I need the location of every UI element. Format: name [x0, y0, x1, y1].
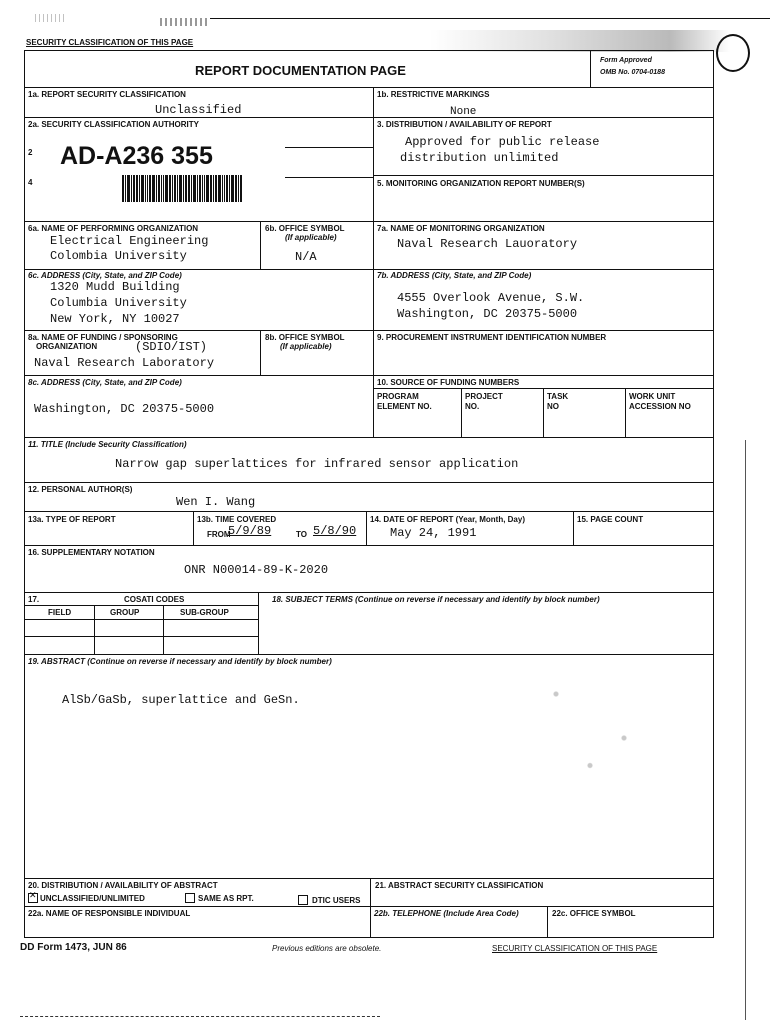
rule [24, 592, 714, 593]
rule [24, 906, 714, 907]
scan-noise-top [35, 14, 65, 22]
label-1a: 1a. REPORT SECURITY CLASSIFICATION [28, 90, 186, 99]
supplementary-notation: ONR N00014-89-K-2020 [184, 563, 329, 577]
option-unclassified: UNCLASSIFIED/UNLIMITED [40, 894, 145, 903]
label-4: 4 [28, 178, 33, 187]
rule [590, 50, 591, 87]
rule [94, 605, 95, 654]
col-task: TASK [547, 392, 569, 401]
cosati-group: GROUP [110, 608, 140, 617]
address-6c-line1: 1320 Mudd Building [50, 280, 180, 294]
performing-org-line1: Electrical Engineering [50, 234, 209, 248]
label-8b-sub: (If applicable) [280, 342, 332, 351]
label-11: 11. TITLE (Include Security Classification) [28, 440, 187, 449]
label-3: 3. DISTRIBUTION / AVAILABILITY OF REPORT [377, 120, 552, 129]
checkbox-dtic-users[interactable] [298, 895, 308, 905]
rule [625, 388, 626, 437]
funding-org: Naval Research Laboratory [34, 356, 215, 370]
checkbox-unclassified[interactable] [28, 893, 38, 903]
label-8c: 8c. ADDRESS (City, State, and ZIP Code) [28, 378, 182, 387]
rule [461, 388, 462, 437]
label-6a: 6a. NAME OF PERFORMING ORGANIZATION [28, 224, 199, 233]
label-14: 14. DATE OF REPORT (Year, Month, Day) [370, 515, 525, 524]
rule [543, 388, 544, 437]
label-21: 21. ABSTRACT SECURITY CLASSIFICATION [375, 881, 544, 890]
rule [24, 545, 714, 546]
form-approved: Form Approved [600, 57, 652, 64]
rule [24, 878, 714, 879]
time-covered-to: 5/8/90 [313, 524, 357, 538]
handwritten-mark [716, 34, 750, 72]
label-6c: 6c. ADDRESS (City, State, and ZIP Code) [28, 271, 182, 280]
distribution-line2: distribution unlimited [400, 151, 559, 165]
address-6c-line3: New York, NY 10027 [50, 312, 180, 326]
option-same-as-rpt: SAME AS RPT. [198, 894, 254, 903]
rule [163, 605, 164, 654]
label-5: 5. MONITORING ORGANIZATION REPORT NUMBER(S) [377, 179, 585, 188]
report-security-classification: Unclassified [155, 103, 242, 117]
option-dtic-users: DTIC USERS [312, 896, 361, 905]
label-7b: 7b. ADDRESS (City, State, and ZIP Code) [377, 271, 532, 280]
label-10: 10. SOURCE OF FUNDING NUMBERS [377, 378, 520, 387]
rule [193, 511, 194, 545]
address-8c: Washington, DC 20375-5000 [34, 402, 215, 416]
rule [24, 482, 714, 483]
rule [285, 147, 373, 148]
rule [24, 87, 714, 88]
office-symbol-6b: N/A [295, 250, 317, 264]
label-8b: 8b. OFFICE SYMBOL [265, 333, 345, 342]
monitoring-org: Naval Research Lauoratory [397, 237, 578, 251]
checkbox-same-as-rpt[interactable] [185, 893, 195, 903]
abstract-text: AlSb/GaSb, superlattice and GeSn. [62, 693, 300, 707]
label-19: 19. ABSTRACT (Continue on reverse if necessary and identify by block number) [28, 657, 332, 666]
rule [373, 175, 714, 176]
label-8a-org: ORGANIZATION [36, 342, 98, 351]
label-2a: 2a. SECURITY CLASSIFICATION AUTHORITY [28, 120, 199, 129]
label-17: 17. [28, 595, 40, 604]
label-6b: 6b. OFFICE SYMBOL [265, 224, 345, 233]
previous-editions-note: Previous editions are obsolete. [272, 944, 382, 953]
scan-smudge [430, 30, 730, 52]
rule [285, 177, 373, 178]
omb-number: OMB No. 0704-0188 [600, 69, 665, 76]
label-20: 20. DISTRIBUTION / AVAILABILITY OF ABSTRACT [28, 881, 218, 890]
label-13b: 13b. TIME COVERED [197, 515, 277, 524]
rule [573, 511, 574, 545]
rule [24, 437, 714, 438]
label-13a: 13a. TYPE OF REPORT [28, 515, 116, 524]
label-22c: 22c. OFFICE SYMBOL [552, 909, 636, 918]
rule [366, 511, 367, 545]
label-15: 15. PAGE COUNT [577, 515, 644, 524]
distribution-line1: Approved for public release [405, 135, 600, 149]
cosati-field: FIELD [48, 608, 72, 617]
label-1b: 1b. RESTRICTIVE MARKINGS [377, 90, 490, 99]
cosati-subgroup: SUB-GROUP [180, 608, 229, 617]
top-rule [210, 18, 770, 19]
scan-edge-line [745, 440, 746, 1020]
label-12: 12. PERSONAL AUTHOR(S) [28, 485, 133, 494]
rule [24, 269, 714, 270]
rule [24, 511, 714, 512]
label-16: 16. SUPPLEMENTARY NOTATION [28, 548, 155, 557]
col-program-l2: ELEMENT NO. [377, 402, 432, 411]
rule [258, 592, 259, 654]
rule [547, 906, 548, 938]
scan-dashes-bottom [20, 1016, 380, 1017]
label-2b: 2 [28, 148, 33, 157]
rule [24, 375, 714, 376]
rule [24, 330, 714, 331]
col-task-l2: NO [547, 402, 559, 411]
restrictive-markings: None [450, 106, 477, 118]
top-classification: SECURITY CLASSIFICATION OF THIS PAGE [26, 38, 194, 47]
scan-noise-top2 [160, 18, 208, 26]
col-project: PROJECT [465, 392, 503, 401]
ad-accession-number: AD-A236 355 [60, 142, 213, 170]
rule [373, 87, 374, 375]
address-7b-line2: Washington, DC 20375-5000 [397, 307, 578, 321]
rule [260, 221, 261, 269]
footer-classification: SECURITY CLASSIFICATION OF THIS PAGE [492, 944, 658, 953]
scan-marks-abstract [505, 672, 675, 782]
label-9: 9. PROCUREMENT INSTRUMENT IDENTIFICATION NUMBER [377, 333, 607, 342]
label-7a: 7a. NAME OF MONITORING ORGANIZATION [377, 224, 545, 233]
rule [24, 654, 714, 655]
rule [260, 330, 261, 375]
time-covered-from: 5/9/89 [228, 524, 272, 538]
funding-org-inline: (SDIO/IST) [135, 340, 208, 354]
address-6c-line2: Columbia University [50, 296, 187, 310]
rule [24, 221, 714, 222]
barcode [122, 175, 243, 202]
label-18: 18. SUBJECT TERMS (Continue on reverse if necessary and identify by block number) [272, 595, 600, 604]
label-22b: 22b. TELEPHONE (Include Area Code) [374, 909, 519, 918]
label-to: TO [296, 530, 307, 539]
date-of-report: May 24, 1991 [390, 526, 477, 540]
col-work-unit-l2: ACCESSION NO [629, 402, 691, 411]
personal-author: Wen I. Wang [176, 495, 256, 509]
cosati-title: COSATI CODES [124, 595, 185, 604]
col-project-l2: NO. [465, 402, 480, 411]
label-from: FROM [207, 530, 231, 539]
address-7b-line1: 4555 Overlook Avenue, S.W. [397, 291, 585, 305]
rule [373, 375, 374, 437]
form-number: DD Form 1473, JUN 86 [20, 942, 127, 953]
rule [370, 878, 371, 938]
rule [24, 117, 714, 118]
label-22a: 22a. NAME OF RESPONSIBLE INDIVIDUAL [28, 909, 191, 918]
rule [24, 636, 258, 637]
form-title: REPORT DOCUMENTATION PAGE [195, 63, 406, 78]
col-work-unit: WORK UNIT [629, 392, 676, 401]
label-6b-sub: (If applicable) [285, 233, 337, 242]
report-title: Narrow gap superlattices for infrared sensor application [115, 457, 519, 471]
label-8a: 8a. NAME OF FUNDING / SPONSORING [28, 333, 178, 342]
col-program: PROGRAM [377, 392, 419, 401]
performing-org-line2: Colombia University [50, 249, 187, 263]
rule [24, 619, 258, 620]
rule [24, 605, 258, 606]
